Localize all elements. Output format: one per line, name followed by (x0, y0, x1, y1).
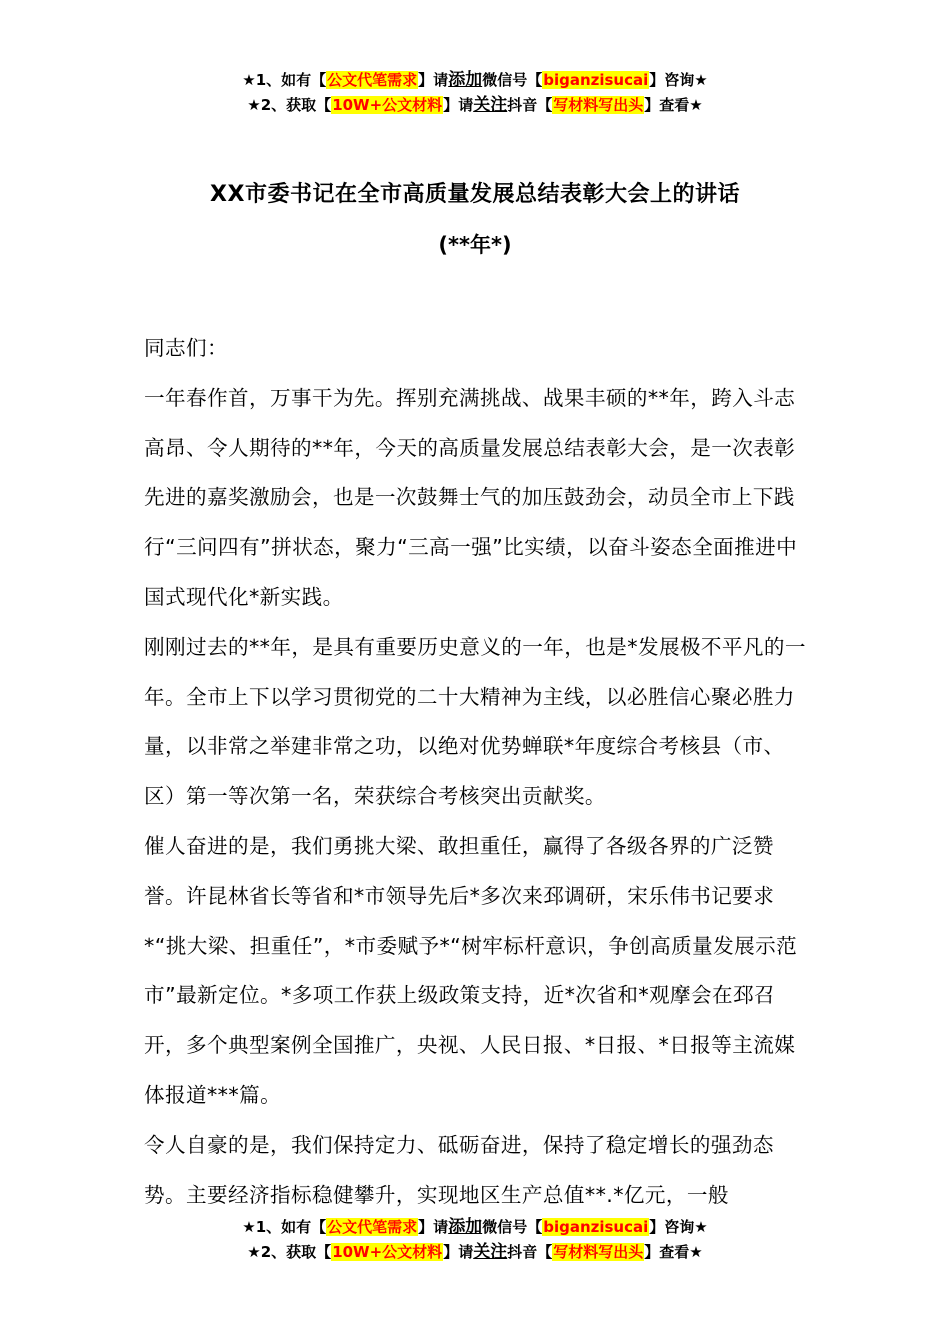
header-ad-banner (0, 68, 950, 118)
banner-line-2: ★2、获取【10W+公文材料】请关注抖音【写材料写出头】查看★ (247, 95, 703, 115)
body-paragraph: 催人奋进的是，我们勇挑大梁、敢担重任，赢得了各级各界的广泛赞誉。许昆林省长等省和*市领导先后*多次来邳调研，宋乐伟书记要求*“挑大梁、担重任”，*市委赋予*“树牢标杆意识，争创高质量发展示范市”最新定位。*多项工作获上级政策支持，近*次省和*观摩会在邳召开，多个典型案例全国推广，央视、人民日报、*日报、*日报等主流媒体报道***篇。 (144, 833, 798, 1107)
emphasis-add: 添加 (448, 1217, 483, 1237)
banner-line-2: ★2、获取【10W+公文材料】请关注抖音【写材料写出头】查看★ (247, 1242, 703, 1262)
emphasis-follow: 关注 (473, 1242, 508, 1262)
emphasis-add: 添加 (448, 70, 483, 90)
highlight-service: 公文代笔需求 (327, 71, 418, 89)
highlight-wechat-id: biganzisucai (543, 71, 649, 89)
emphasis-follow: 关注 (473, 95, 508, 115)
document-title: XX市委书记在全市高质量发展总结表彰大会上的讲话 (210, 182, 740, 207)
highlight-douyin: 写材料写出头 (553, 96, 644, 114)
document-body (144, 324, 810, 1220)
highlight-wechat-id: biganzisucai (543, 1218, 649, 1236)
banner-line-1: ★1、如有【公文代笔需求】请添加微信号【biganzisucai】咨询★ (242, 70, 708, 90)
document-subtitle: (**年*) (438, 233, 512, 257)
highlight-materials: 10W+公文材料 (332, 96, 443, 114)
body-paragraph: 令人自豪的是，我们保持定力、砥砺奋进，保持了稳定增长的强劲态势。主要经济指标稳健攀升，实现地区生产总值**.*亿元，一般 (144, 1132, 774, 1207)
salutation: 同志们： (144, 336, 228, 360)
highlight-service: 公文代笔需求 (327, 1218, 418, 1236)
footer-ad-banner (0, 1215, 950, 1265)
highlight-materials: 10W+公文材料 (332, 1243, 443, 1261)
banner-line-1: ★1、如有【公文代笔需求】请添加微信号【biganzisucai】咨询★ (242, 1217, 708, 1237)
body-paragraph: 刚刚过去的**年，是具有重要历史意义的一年，也是*发展极不平凡的一年。全市上下以学习贯彻党的二十大精神为主线，以必胜信心聚必胜力量，以非常之举建非常之功，以绝对优势蝉联*年度综合考核县（市、区）第一等次第一名，荣获综合考核突出贡献奖。 (144, 634, 806, 809)
body-paragraph: 一年春作首，万事干为先。挥别充满挑战、战果丰硕的**年，跨入斗志高昂、令人期待的**年，今天的高质量发展总结表彰大会，是一次表彰先进的嘉奖激励会，也是一次鼓舞士气的加压鼓劲会，动员全市上下践行“三问四有”拼状态，聚力“三高一强”比实绩，以奋斗姿态全面推进中国式现代化*新实践。 (144, 385, 798, 609)
highlight-douyin: 写材料写出头 (553, 1243, 644, 1261)
